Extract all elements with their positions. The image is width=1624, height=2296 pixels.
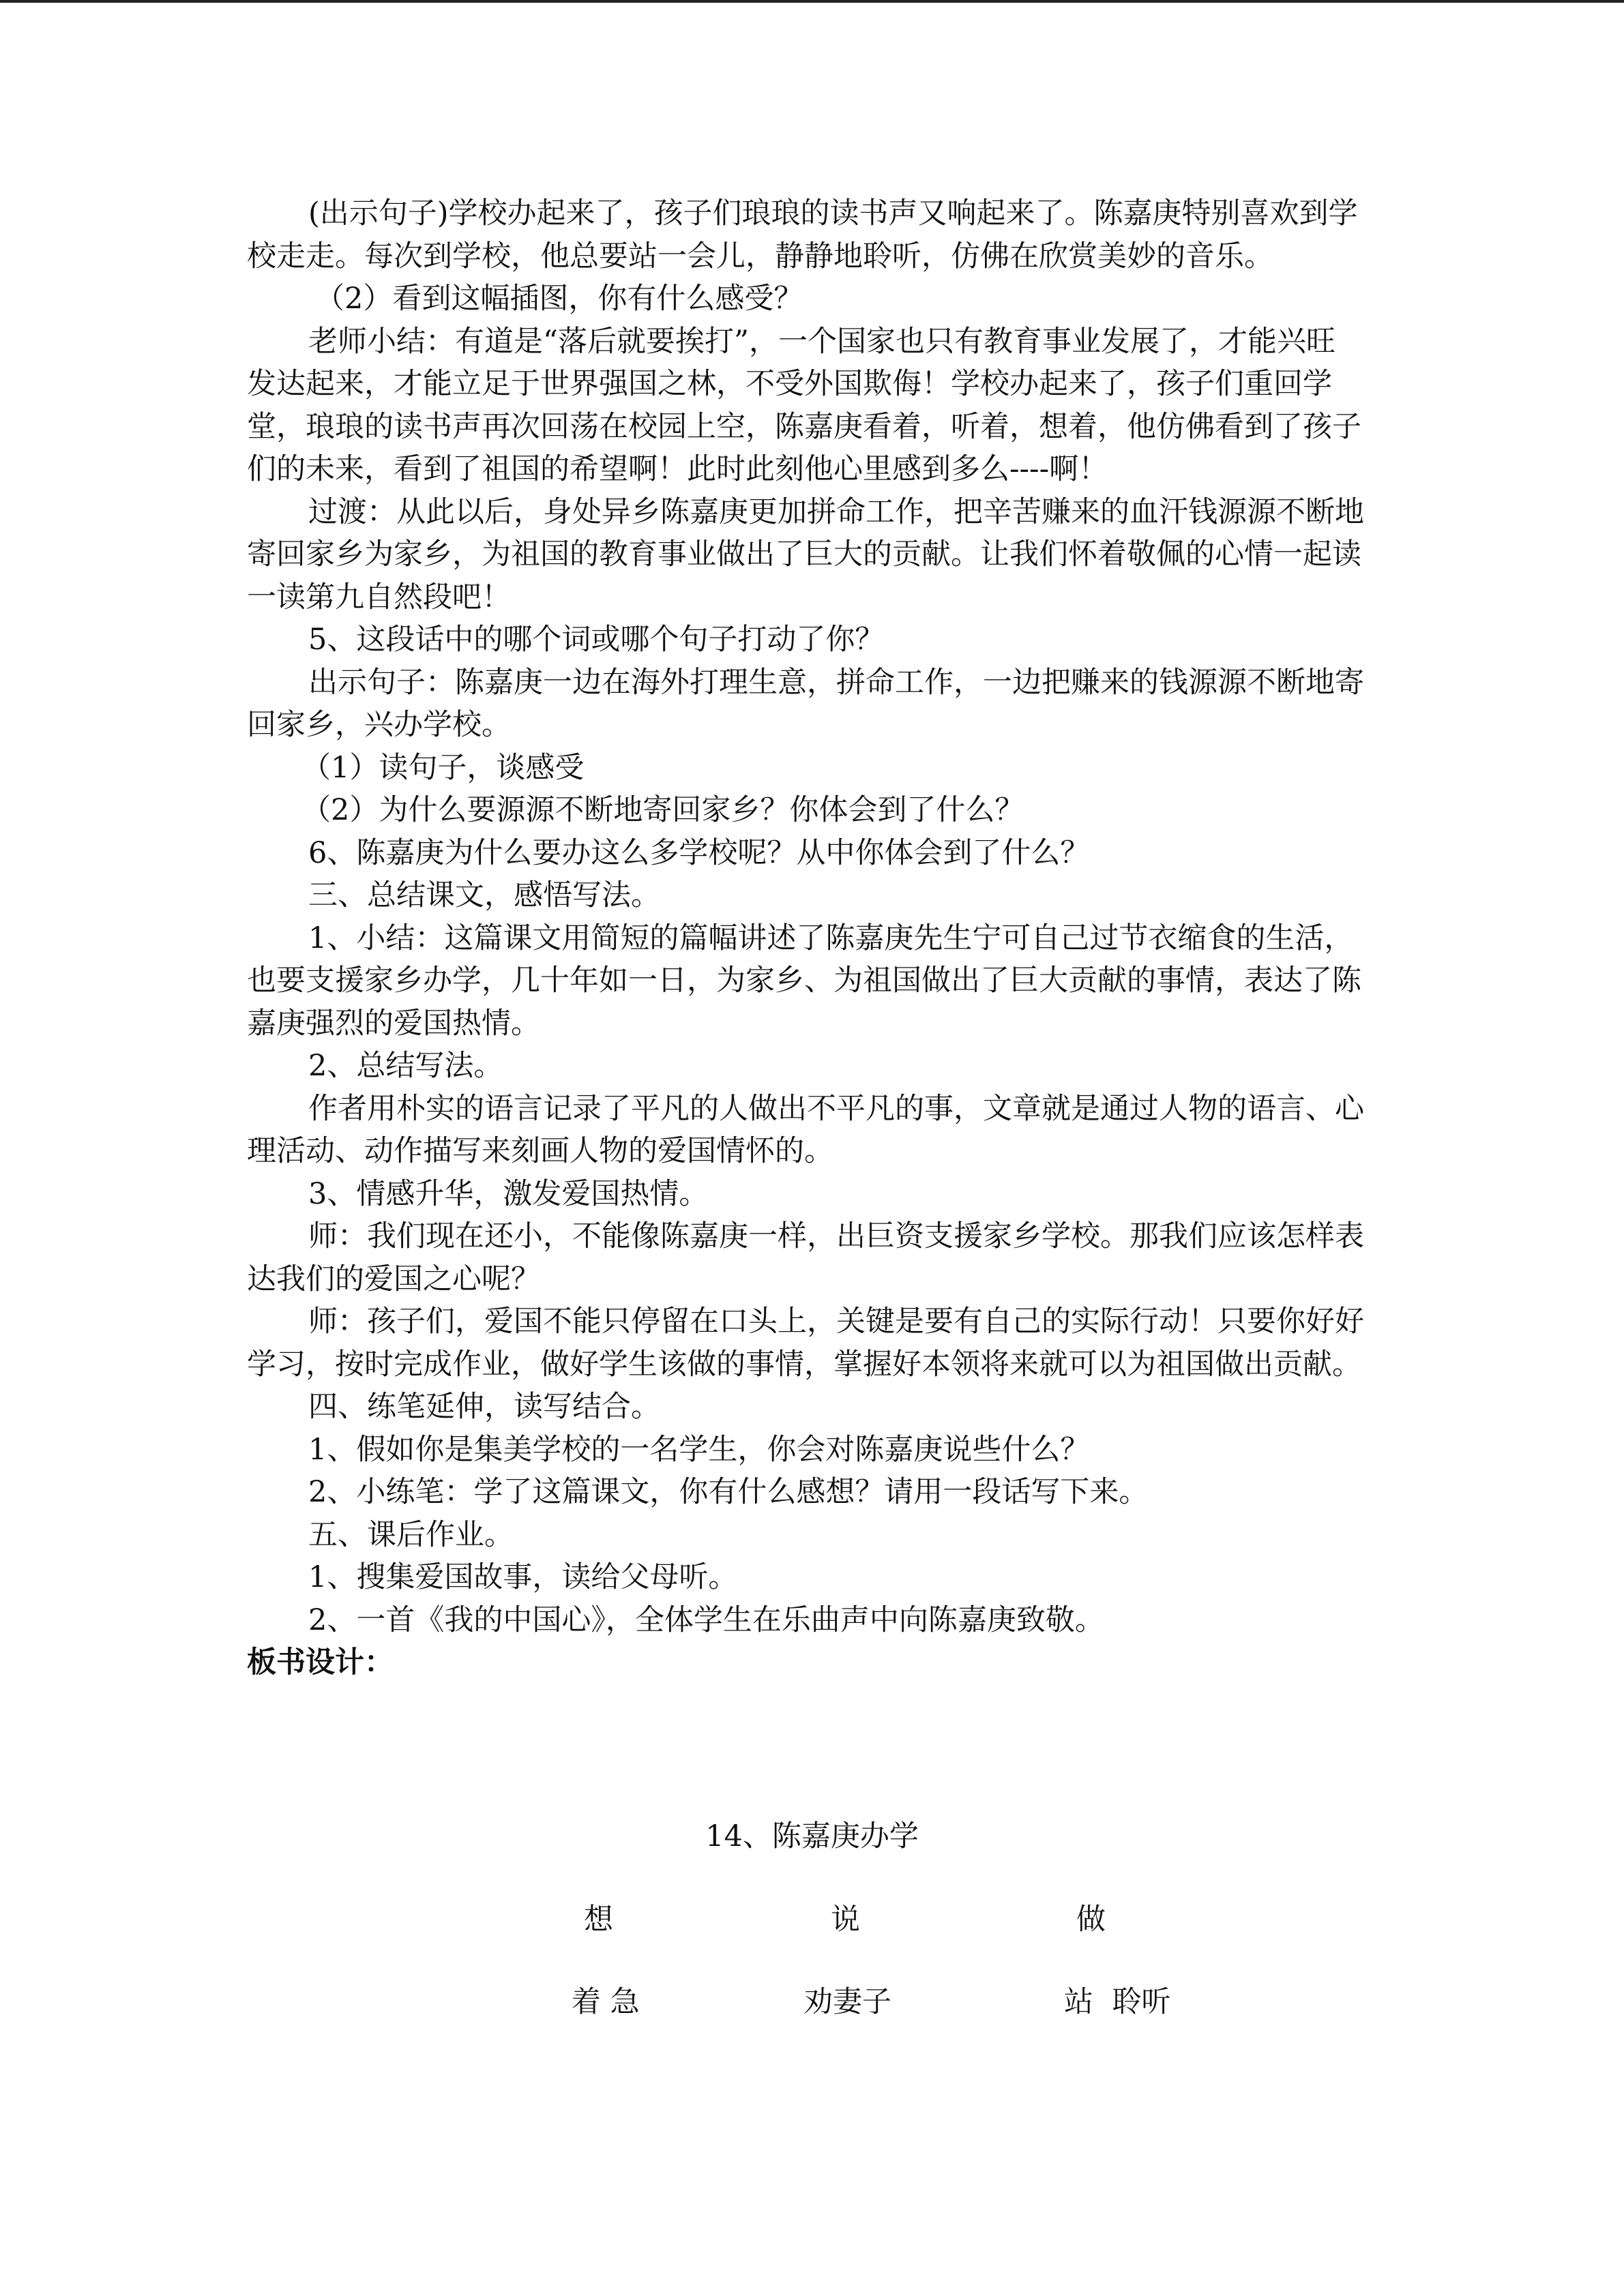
paragraph: 5、这段话中的哪个词或哪个句子打动了你？ <box>308 623 885 657</box>
paragraph: 师：我们现在还小，不能像陈嘉庚一样，出巨资支援家乡学校。那我们应该怎样表达我们的爱国之心呢？ <box>247 1219 1364 1296</box>
paragraph: 出示句子：陈嘉庚一边在海外打理生意，拼命工作，一边把赚来的钱源源不断地寄回家乡，兴办学校。 <box>247 665 1364 742</box>
paragraph: 1、搜集爱国故事，读给父母听。 <box>308 1560 738 1594</box>
board-say: 说 <box>831 1903 860 1937</box>
board-design-heading: 板书设计： <box>247 1645 394 1680</box>
board-do: 做 <box>1076 1903 1106 1937</box>
paragraph: （2）看到这幅插图，你有什么感受？ <box>315 282 803 316</box>
paragraph: 过渡：从此以后，身处异乡陈嘉庚更加拼命工作，把辛苦赚来的血汗钱源源不断地寄回家乡为家乡，为祖国的教育事业做出了巨大的贡献。让我们怀着敬佩的心情一起读一读第九自然段吧！ <box>247 494 1364 614</box>
section-heading: 四、练笔延伸，读写结合。 <box>308 1390 660 1424</box>
paragraph: （1）读句子，谈感受 <box>301 750 585 785</box>
paragraph: （2）为什么要源源不断地寄回家乡？你体会到了什么？ <box>301 793 1024 827</box>
paragraph: 2、小练笔：学了这篇课文，你有什么感想？请用一段话写下来。 <box>308 1475 1149 1509</box>
paragraph: 3、情感升华，激发爱国热情。 <box>308 1176 709 1211</box>
paragraph: 2、一首《我的中国心》，全体学生在乐曲声中向陈嘉庚致敬。 <box>308 1602 1104 1637</box>
paragraph: 2、总结写法。 <box>308 1049 503 1083</box>
section-heading: 五、课后作业。 <box>308 1517 514 1552</box>
board-persuade-wife: 劝妻子 <box>803 1985 891 2019</box>
paragraph: 1、假如你是集美学校的一名学生，你会对陈嘉庚说些什么？ <box>308 1432 1090 1467</box>
paragraph: 6、陈嘉庚为什么要办这么多学校呢？从中你体会到了什么？ <box>308 835 1090 870</box>
document-body <box>247 192 1364 1684</box>
board-anxious: 着 急 <box>572 1985 640 2019</box>
paragraph: (出示句子)学校办起来了，孩子们琅琅的读书声又响起来了。陈嘉庚特别喜欢到学校走走。每次到学校，他总要站一会儿，静静地聆听，仿佛在欣赏美妙的音乐。 <box>247 196 1358 273</box>
board-stand-listen: 站 聆听 <box>1064 1985 1171 2019</box>
board-think: 想 <box>584 1903 613 1937</box>
paragraph: 1、小结：这篇课文用简短的篇幅讲述了陈嘉庚先生宁可自己过节衣缩食的生活，也要支援家乡办学，几十年如一日，为家乡、为祖国做出了巨大贡献的事情，表达了陈嘉庚强烈的爱国热情。 <box>247 921 1361 1041</box>
board-title: 14、陈嘉庚办学 <box>705 1819 919 1853</box>
section-heading: 三、总结课文，感悟写法。 <box>308 878 660 912</box>
paragraph: 作者用朴实的语言记录了平凡的人做出不平凡的事，文章就是通过人物的语言、心理活动、动作描写来刻画人物的爱国情怀的。 <box>247 1091 1364 1168</box>
page-top-border <box>0 0 1624 3</box>
paragraph: 师：孩子们，爱国不能只停留在口头上，关键是要有自己的实际行动！只要你好好学习，按时完成作业，做好学生该做的事情，掌握好本领将来就可以为祖国做出贡献。 <box>247 1304 1364 1382</box>
paragraph: 老师小结：有道是“落后就要挨打”，一个国家也只有教育事业发展了，才能兴旺发达起来，才能立足于世界强国之林，不受外国欺侮！学校办起来了，孩子们重回学堂，琅琅的读书声再次回荡在校园上空，陈嘉庚看着，听着，想着，他仿佛看到了孩子们的未来，看到了祖国的希望啊！此时此刻他心里感到多么----啊！ <box>247 324 1361 486</box>
